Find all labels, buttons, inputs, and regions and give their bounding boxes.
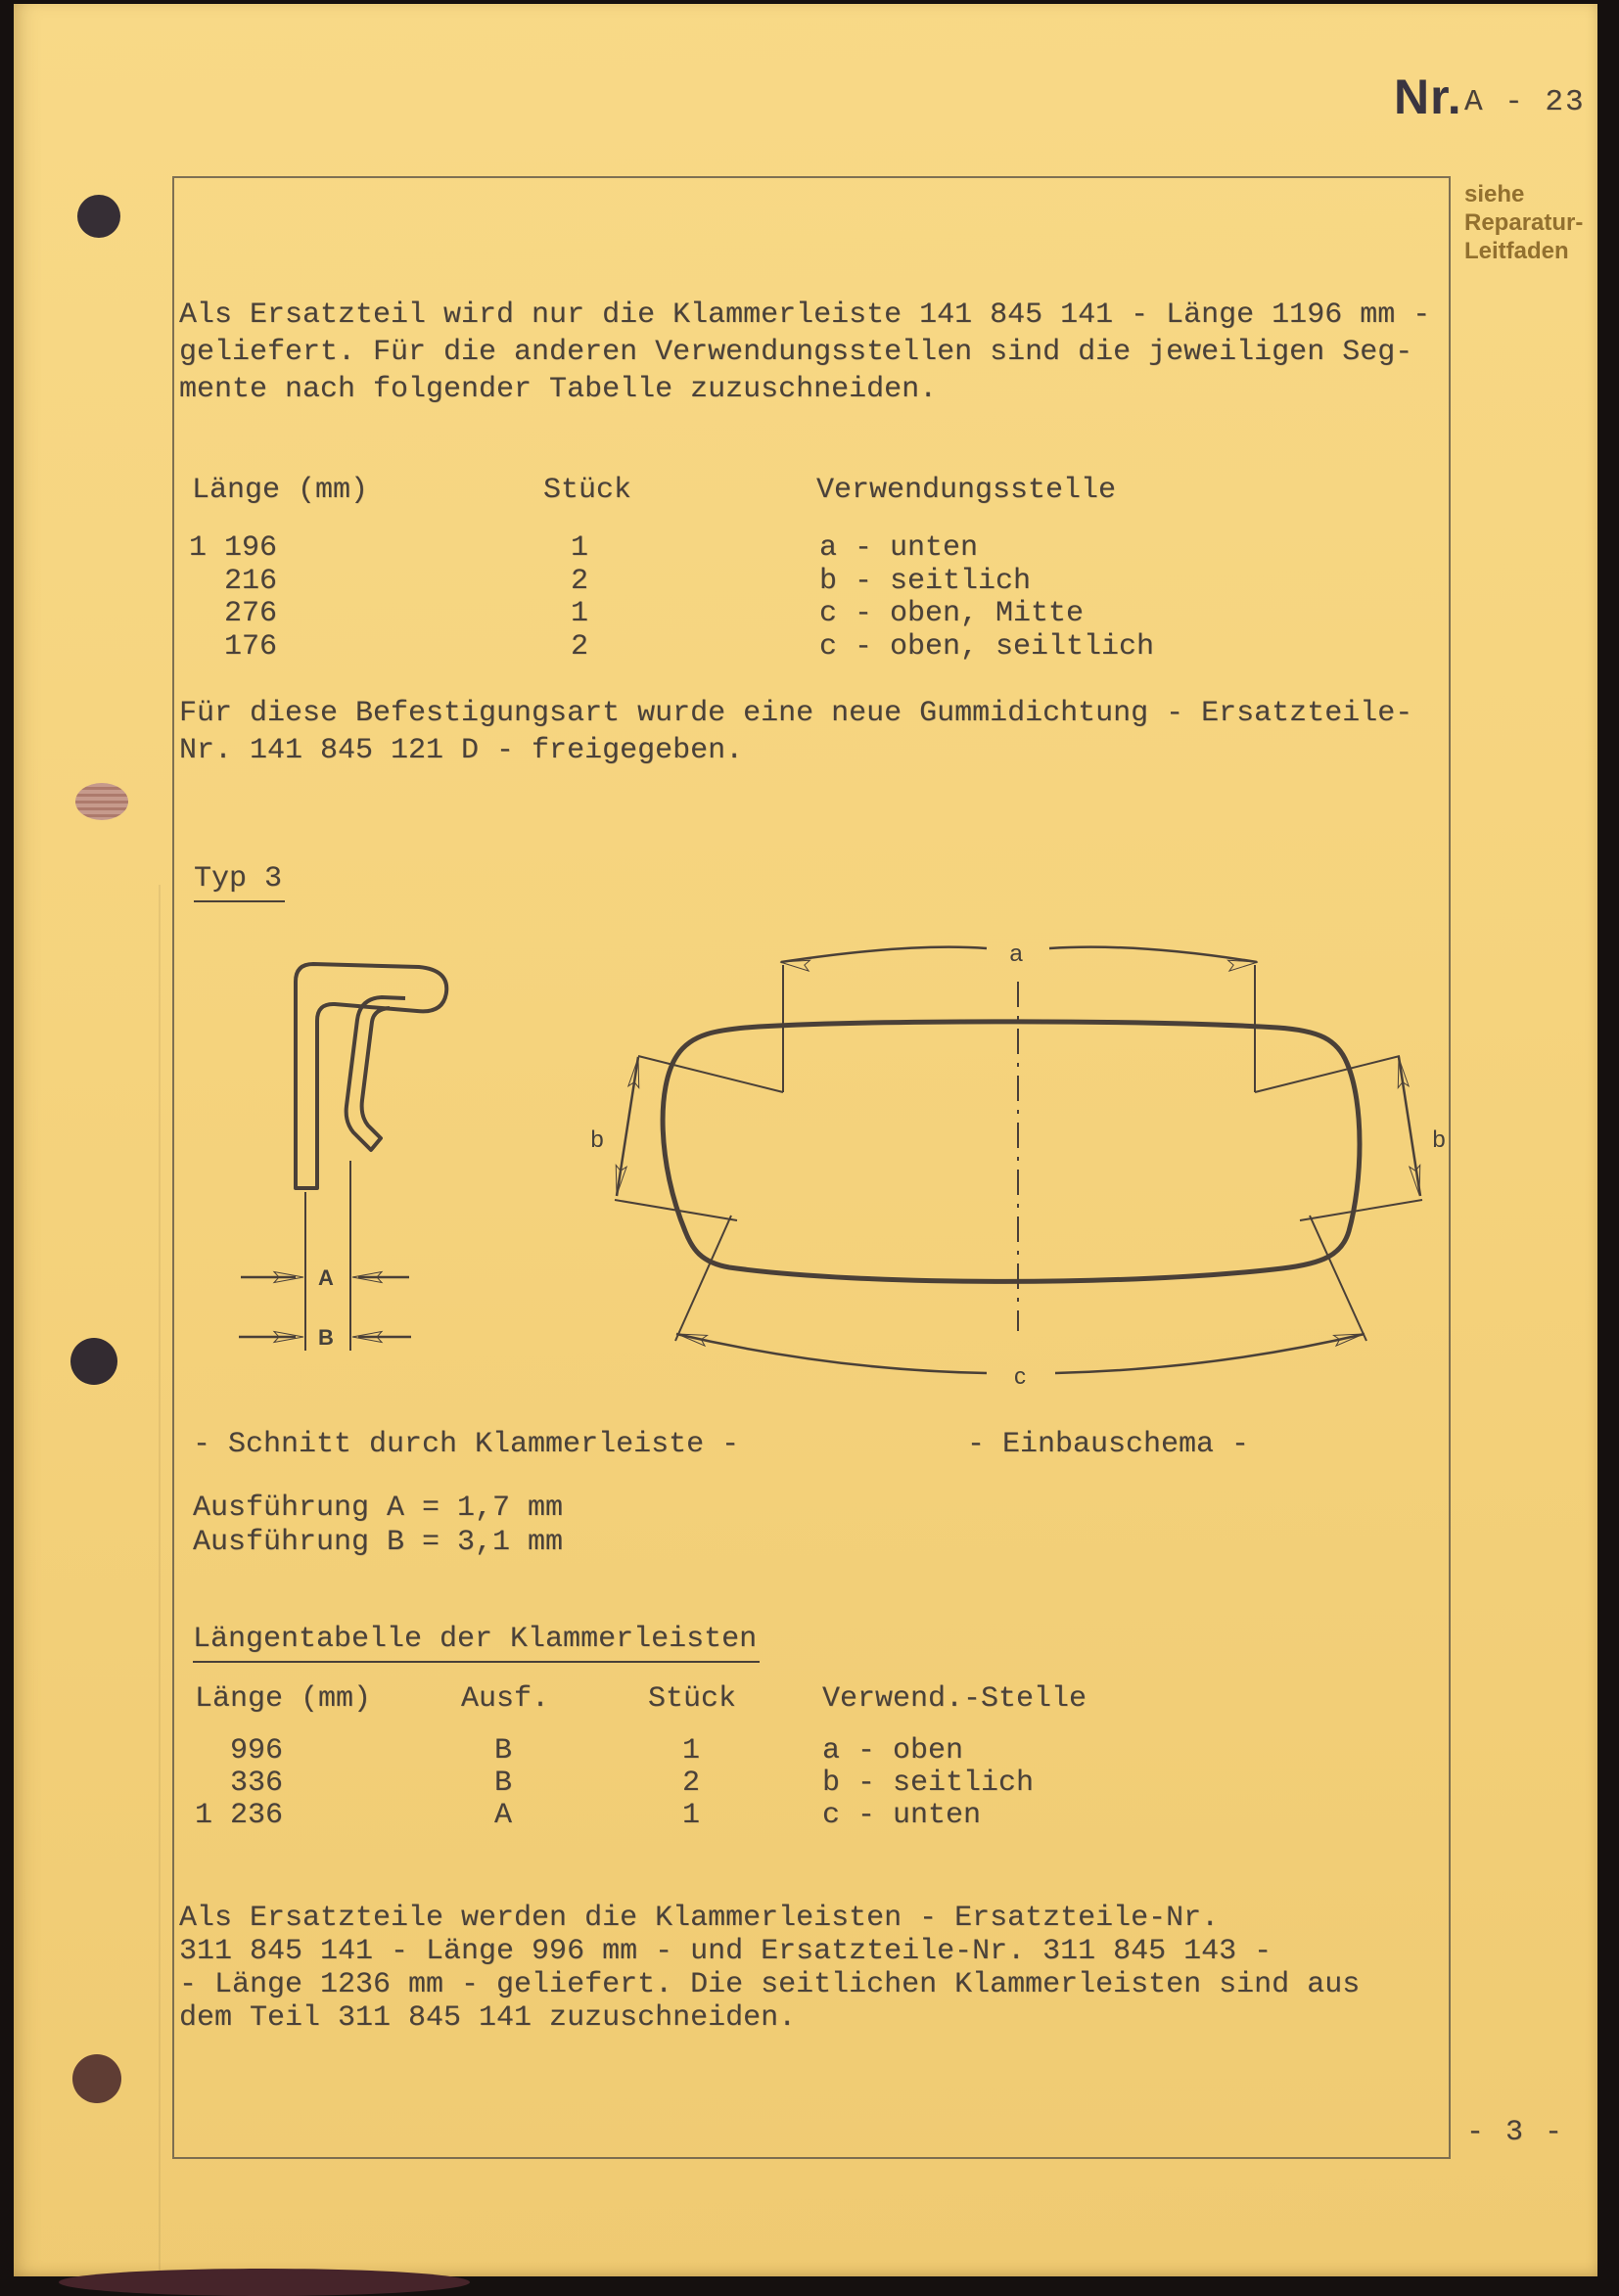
table-cell: 1 236 xyxy=(195,1799,284,1832)
text-line: geliefert. Für die anderen Verwendungsstellen sind die jeweiligen Seg- xyxy=(179,336,1413,369)
dimension-label-b-left: b xyxy=(590,1126,604,1153)
dimension-arc-c xyxy=(676,1334,987,1373)
dimension-label-b-right: b xyxy=(1432,1126,1446,1153)
doc-number-label: Nr. xyxy=(1394,69,1462,124)
table-cell: c - oben, seiltlich xyxy=(819,629,1155,664)
table-cell: 1 xyxy=(682,1734,701,1768)
table-cell: b - seitlich xyxy=(822,1767,1035,1800)
extension-line xyxy=(1310,1216,1366,1341)
table-cell: b - seitlich xyxy=(819,564,1032,598)
extension-line xyxy=(675,1216,731,1341)
text-line: Ausführung A = 1,7 mm xyxy=(193,1492,564,1525)
section-heading-laengentabelle xyxy=(193,1621,760,1663)
clip-spring-leg xyxy=(347,997,405,1150)
text-line: dem Teil 311 845 141 zuzuschneiden. xyxy=(179,2001,797,2035)
typ3-heading-text: Typ 3 xyxy=(194,860,285,902)
table1-header-stueck: Stück xyxy=(543,474,632,507)
table2-header-stueck: Stück xyxy=(648,1682,737,1716)
dimension-arc-a xyxy=(781,947,987,962)
text-line: Nr. 141 845 121 D - freigegeben. xyxy=(179,734,744,767)
table1-rows xyxy=(189,531,1442,663)
text-line: mente nach folgender Tabelle zuzuschneiden. xyxy=(179,373,938,406)
table-cell: B xyxy=(494,1734,513,1768)
table2-header-ausf: Ausf. xyxy=(461,1682,550,1716)
dimension-line-b-right xyxy=(1399,1057,1420,1196)
text-line: siehe xyxy=(1464,181,1525,207)
table-cell: a - unten xyxy=(819,531,979,565)
dimension-label-a: a xyxy=(1009,941,1023,967)
table2-header-laenge: Länge (mm) xyxy=(195,1682,372,1716)
table-cell: a - oben xyxy=(822,1734,964,1768)
table-cell: A xyxy=(494,1799,513,1832)
caption-cross-section: - Schnitt durch Klammerleiste - xyxy=(193,1428,740,1461)
table1-header-laenge: Länge (mm) xyxy=(192,474,369,507)
dimension-label-B: B xyxy=(318,1325,334,1350)
punch-hole-icon xyxy=(75,783,128,820)
table-cell: 996 xyxy=(195,1734,284,1768)
paragraph-gummidichtung xyxy=(179,695,1412,769)
corner-diagonal xyxy=(1255,1056,1400,1092)
dimension-line-b-left xyxy=(617,1057,638,1196)
paragraph-replacement-part xyxy=(179,297,1430,408)
caption-installation-schema: - Einbauschema - xyxy=(967,1428,1250,1461)
table-row xyxy=(195,1734,1448,1767)
table2-rows xyxy=(195,1734,1448,1831)
table-cell: 176 xyxy=(189,629,278,664)
table-row xyxy=(195,1799,1448,1831)
dimension-arc-a xyxy=(1049,947,1257,962)
table-cell: B xyxy=(494,1767,513,1800)
table-cell: 2 xyxy=(571,629,589,664)
table-cell: 1 196 xyxy=(189,531,278,565)
text-line: Als Ersatzteile werden die Klammerleisten - Ersatzteile-Nr. xyxy=(179,1902,1220,1935)
text-line: Leitfaden xyxy=(1464,238,1569,264)
table-cell: 2 xyxy=(571,564,589,598)
laengentabelle-heading-text: Längentabelle der Klammerleisten xyxy=(193,1621,760,1663)
corner-diagonal xyxy=(638,1056,783,1092)
scan-edge-artifact xyxy=(59,2269,470,2296)
table-row xyxy=(195,1767,1448,1799)
ausfuehrung-dimensions xyxy=(193,1492,563,1560)
table-cell: 276 xyxy=(189,597,278,631)
table-row xyxy=(189,630,1442,664)
text-line: Für diese Befestigungsart wurde eine neue Gummidichtung - Ersatzteile- xyxy=(179,697,1413,730)
dimension-label-c: c xyxy=(1014,1363,1026,1390)
table-row xyxy=(189,597,1442,630)
punch-hole-icon xyxy=(77,195,120,238)
cross-section-diagram xyxy=(220,930,514,1380)
text-line: Reparatur- xyxy=(1464,209,1584,236)
table-row xyxy=(189,531,1442,565)
table1-header-verwendungsstelle: Verwendungsstelle xyxy=(816,474,1117,507)
table-cell: c - unten xyxy=(822,1799,982,1832)
dimension-arc-c xyxy=(1055,1334,1365,1373)
dimension-label-A: A xyxy=(318,1265,334,1290)
punch-hole-icon xyxy=(72,2054,121,2103)
table-cell: 1 xyxy=(682,1799,701,1832)
table-cell: 336 xyxy=(195,1767,284,1800)
table-cell: 2 xyxy=(682,1767,701,1800)
paper-crease xyxy=(159,885,161,2280)
doc-number-value: A - 23 xyxy=(1464,85,1586,119)
text-line: Ausführung B = 3,1 mm xyxy=(193,1526,564,1559)
corner-diagonal xyxy=(1300,1200,1422,1220)
paragraph-spare-parts xyxy=(179,1902,1360,2035)
punch-hole-icon xyxy=(70,1338,117,1385)
text-line: 311 845 141 - Länge 996 mm - und Ersatzteile-Nr. 311 845 143 - xyxy=(179,1935,1272,1968)
table-cell: c - oben, Mitte xyxy=(819,597,1085,631)
margin-note xyxy=(1464,180,1583,265)
table-cell: 1 xyxy=(571,597,589,631)
text-line: - Länge 1236 mm - geliefert. Die seitlichen Klammerleisten sind aus xyxy=(179,1968,1361,2001)
table-cell: 1 xyxy=(571,531,589,565)
table2-header-verwendstelle: Verwend.-Stelle xyxy=(822,1682,1087,1716)
page-number: - 3 - xyxy=(1466,2116,1565,2149)
table-row xyxy=(189,565,1442,598)
installation-schema-diagram xyxy=(568,908,1468,1398)
section-heading-typ3 xyxy=(194,860,285,902)
text-line: Als Ersatzteil wird nur die Klammerleiste 141 845 141 - Länge 1196 mm - xyxy=(179,298,1431,332)
table-cell: 216 xyxy=(189,564,278,598)
